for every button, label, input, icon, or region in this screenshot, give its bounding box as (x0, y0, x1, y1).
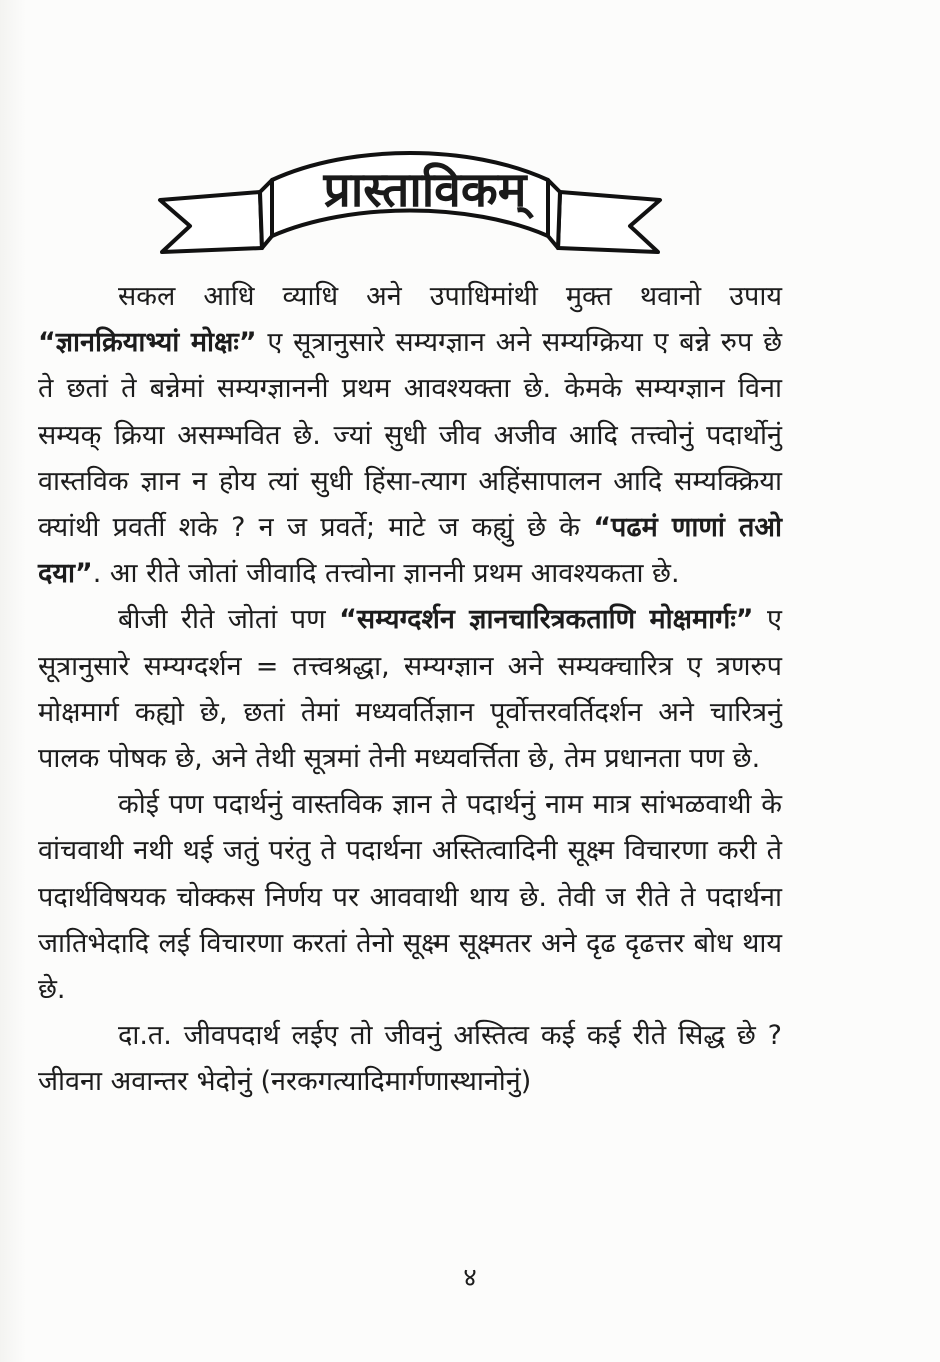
heading-banner (150, 140, 670, 270)
paragraph-text: बीजी रीते जोतां पण (118, 604, 340, 636)
paragraph (38, 782, 782, 1013)
body-text (38, 274, 782, 1106)
sutra-quote: “ज्ञानक्रियाभ्यां मोक्षः” (38, 327, 257, 359)
paragraph (38, 597, 782, 782)
paragraph (38, 1013, 782, 1105)
page-title: प्रास्ताविकम् (323, 162, 527, 218)
paragraph-text: ए सूत्रानुसारे सम्यग्ज्ञान अने सम्यग्क्रिया ए बन्ने रुप छे ते छतां ते बन्नेमां सम्यग्ज्ञाननी प्रथम आवश्यक्ता छे. केमके सम्यग्ज्ञान विना सम्यक् क्रिया असम्भवित छे. ज्यां सुधी जीव अजीव आदि तत्त्वोनुं पदार्थोनुं वास्तविक ज्ञान न होय त्यां सुधी हिंसा-त्याग अहिंसापालन आदि सम्यक्क्रिया क्यांथी प्रवर्ती शके ? न ज प्रवर्ते; माटे ज कह्युं छे के (38, 327, 782, 544)
paragraph-text: सकल आधि व्याधि अने उपाधिमांथी मुक्त थवानो उपाय (118, 281, 782, 312)
sutra-quote: “पढमं णाणां तओ दया” (38, 512, 782, 590)
paragraph (38, 274, 782, 597)
paragraph-text: ए सूत्रानुसारे सम्यग्दर्शन = तत्त्वश्रद्धा, सम्यग्ज्ञान अने सम्यक्चारित्र ए त्रणरुप मोक्षमार्ग कह्यो छे, छतां तेमां मध्यवर्तिज्ञान पूर्वोत्तरवर्तिदर्शन अने चारित्रनुं पालक पोषक छे, अने तेथी सूत्रमां तेनी मध्यवर्त्तिता छे, तेम प्रधानता पण छे. (38, 604, 782, 775)
paragraph-text: . आ रीते जोतां जीवादि तत्त्वोना ज्ञाननी प्रथम आवश्यकता छे. (92, 558, 680, 590)
paragraph-text: कोई पण पदार्थनुं वास्तविक ज्ञान ते पदार्थनुं नाम मात्र सांभळवाथी के वांचवाथी नथी थई जतुं परंतु ते पदार्थना अस्तित्वादिनी सूक्ष्म विचारणा करी ते पदार्थविषयक चोक्कस निर्णय पर आववाथी थाय छे. तेवी ज रीते ते पदार्थना जातिभेदादि लई विचारणा करतां तेनो सूक्ष्म सूक्ष्मतर अने दृढ दृढत्तर बोध थाय छे. (38, 789, 782, 1006)
page-edge-shadow (0, 0, 26, 1362)
paragraph-text: दा.त. जीवपदार्थ लईए तो जीवनुं अस्तित्व कई कई रीते सिद्ध छे ? जीवना अवान्तर भेदोनुं (नरकगत्यादिमार्गणास्थानोनुं) (38, 1020, 782, 1098)
page-number: ४ (463, 1263, 477, 1293)
sutra-quote: “सम्यग्दर्शन ज्ञानचारित्रकताणि मोक्षमार्गः” (339, 604, 754, 636)
